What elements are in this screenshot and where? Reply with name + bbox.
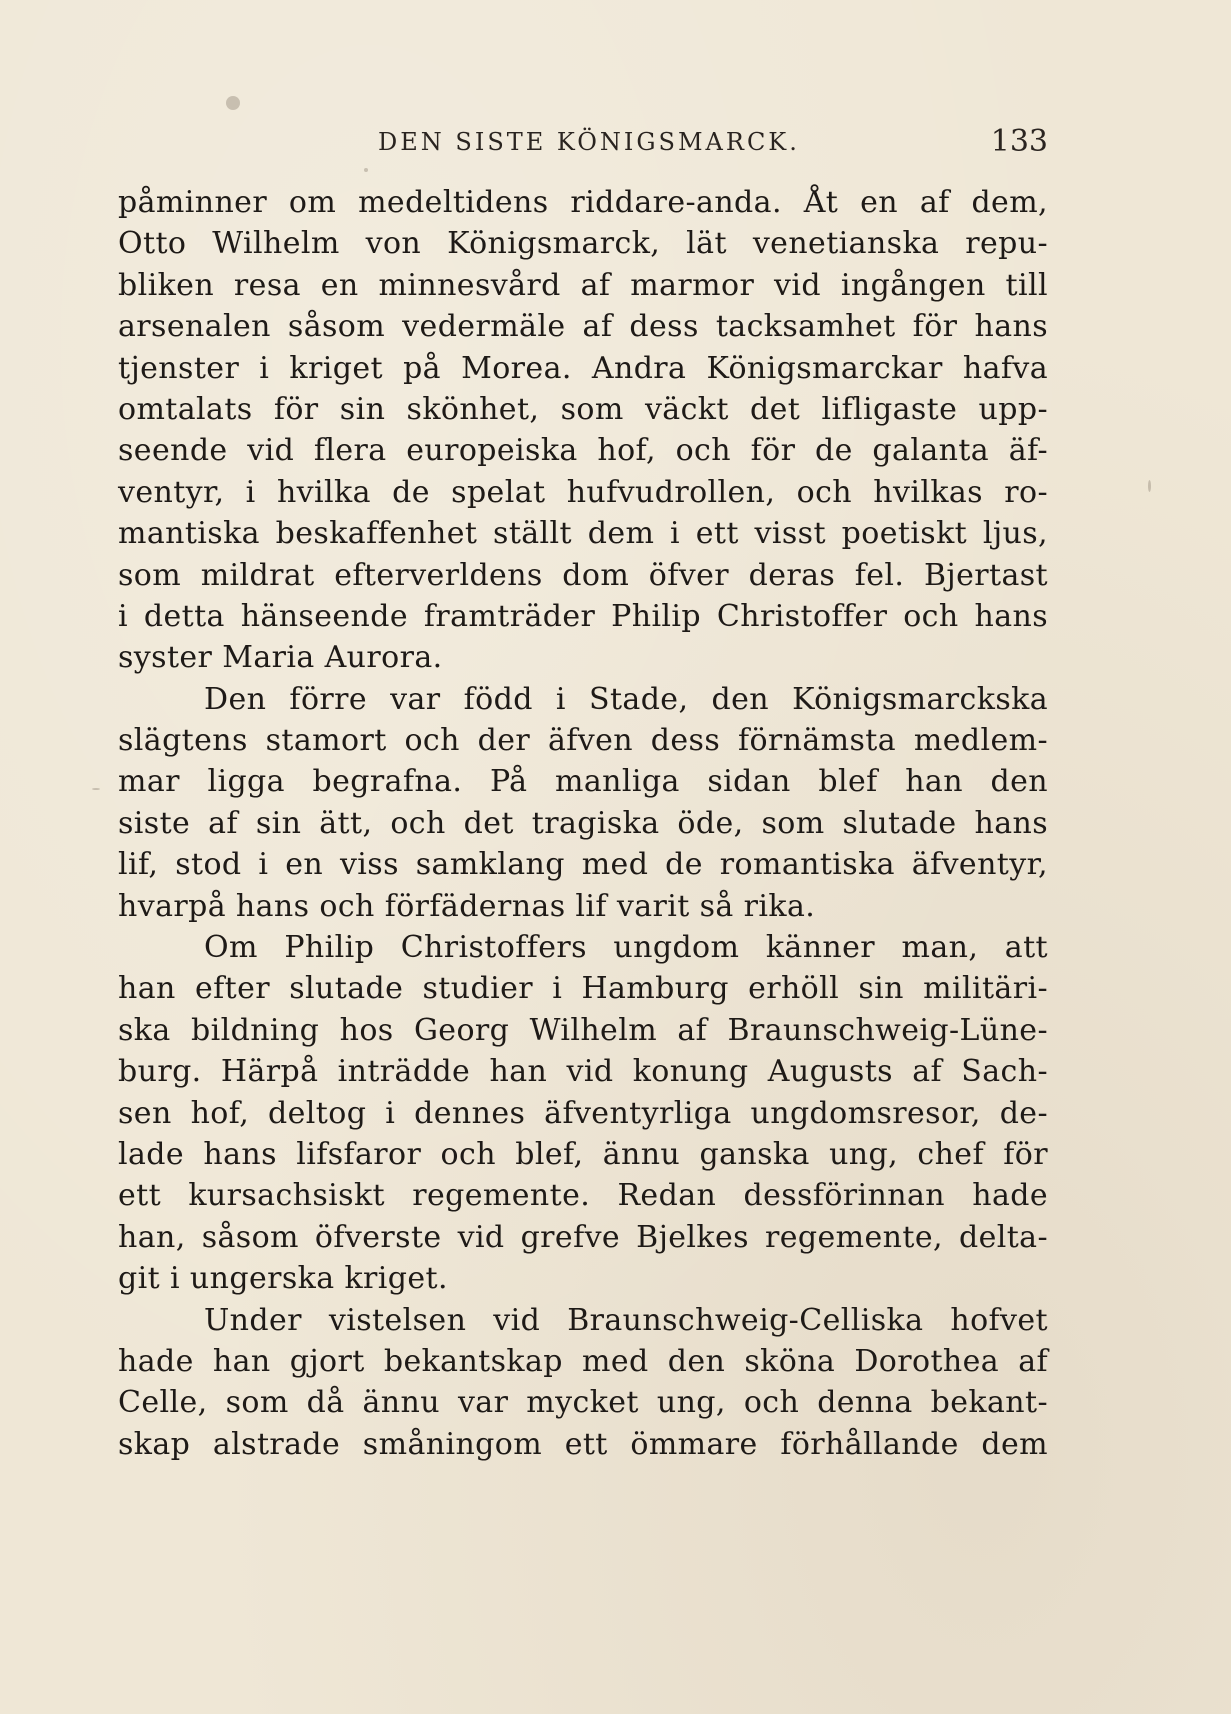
text-line: git i ungerska kriget. [118,1261,448,1297]
text-line: påminner om medeltidens riddare-anda. Åt en af dem, [118,185,1048,220]
paper-speck [1148,480,1151,492]
text-line: siste af sin ätt, och det tragiska öde, som slutade hans [118,805,1048,841]
text-line: som mildrat efterverldens dom öfver deras fel. Bjertast [118,557,1048,593]
text-line: ska bildning hos Georg Wilhelm af Braunschweig-Lüne- [118,1012,1048,1048]
text-line: hade han gjort bekantskap med den sköna Dorothea af [118,1343,1048,1379]
text-line: slägtens stamort och der äfven dess förnämsta medlem- [118,723,1048,759]
body-text [118,182,1048,1465]
running-title: DEN SISTE KÖNIGSMARCK. [378,128,800,156]
text-line: skap alstrade småningom ett ömmare förhållande dem [118,1426,1048,1462]
text-line: Otto Wilhelm von Königsmarck, lät venetianska repu- [118,226,1048,262]
text-line: Celle, som då ännu var mycket ung, och denna bekant- [118,1385,1048,1421]
text-line: mar ligga begrafna. På manliga sidan blef han den [118,764,1048,800]
text-line: lade hans lifsfaror och blef, ännu ganska ung, chef för [118,1136,1048,1172]
paper-speck [226,96,240,110]
text-line: seende vid flera europeiska hof, och för de galanta äf- [118,433,1048,469]
paper-speck [92,788,100,790]
text-line: Under vistelsen vid Braunschweig-Celliska hofvet [204,1302,1048,1338]
text-line: bliken resa en minnesvård af marmor vid ingången till [118,267,1048,303]
text-line: Den förre var född i Stade, den Königsmarckska [204,681,1048,717]
text-line: i detta hänseende framträder Philip Christoffer och hans [118,598,1048,634]
page-number: 133 [990,124,1048,159]
text-line: hvarpå hans och förfädernas lif varit så rika. [118,888,816,924]
text-line: Om Philip Christoffers ungdom känner man, att [204,930,1048,966]
text-line: mantiska beskaffenhet ställt dem i ett visst poetiskt ljus, [118,516,1048,552]
text-line: han efter slutade studier i Hamburg erhöll sin militäri- [118,971,1048,1007]
text-line: han, såsom öfverste vid grefve Bjelkes regemente, delta- [118,1219,1048,1255]
text-line: tjenster i kriget på Morea. Andra Königsmarckar hafva [118,350,1048,386]
running-header [118,124,1048,168]
text-line: burg. Härpå inträdde han vid konung Augusts af Sach- [118,1054,1048,1090]
text-line: sen hof, deltog i dennes äfventyrliga ungdomsresor, de- [118,1095,1048,1131]
text-line: syster Maria Aurora. [118,640,443,676]
text-line: omtalats för sin skönhet, som väckt det lifligaste upp- [118,391,1048,427]
text-line: ventyr, i hvilka de spelat hufvudrollen, och hvilkas ro- [118,474,1048,510]
paper-speck [364,168,368,172]
text-line: ett kursachsiskt regemente. Redan dessförinnan hade [118,1178,1048,1214]
text-line: lif, stod i en viss samklang med de romantiska äfventyr, [118,847,1048,883]
text-line: arsenalen såsom vedermäle af dess tacksamhet för hans [118,309,1048,345]
